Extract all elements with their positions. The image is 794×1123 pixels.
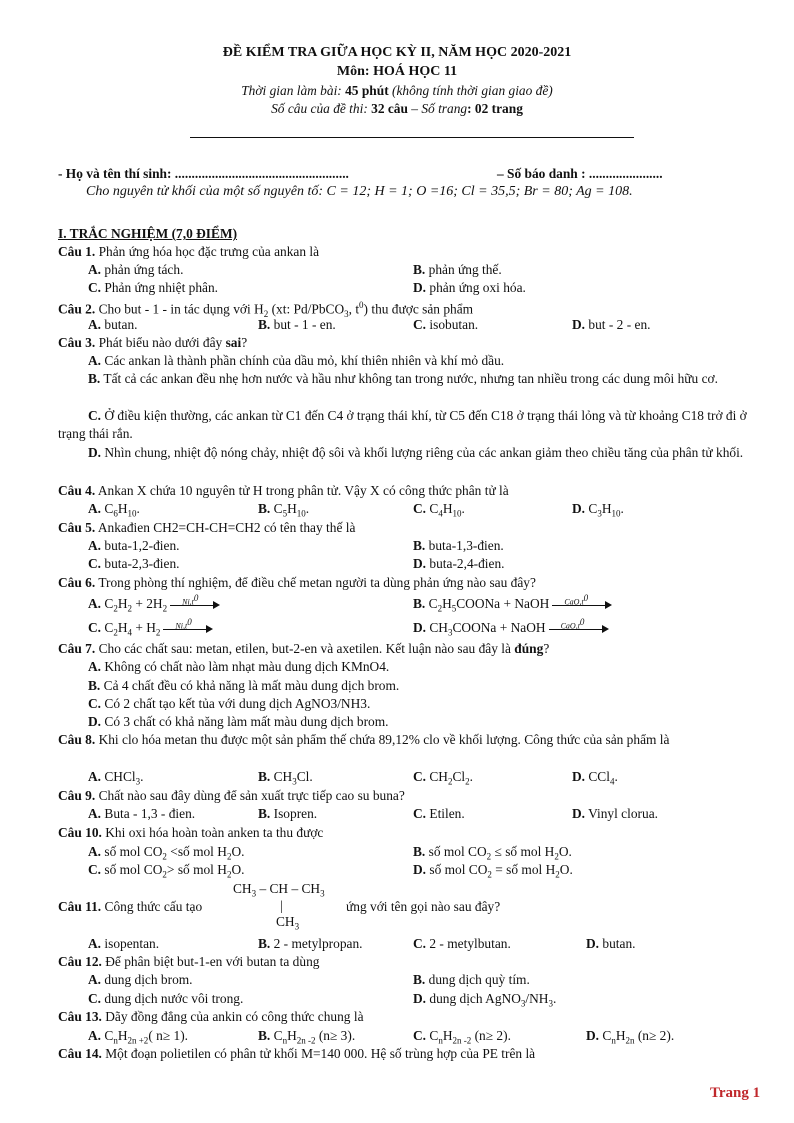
question-1: Câu 1. Phản ứng hóa học đặc trưng của ankan là [58, 244, 320, 259]
q1-option-b[interactable]: B. phản ứng thế. [413, 262, 502, 277]
q10-option-c[interactable]: C. số mol $CO_2>$ số mol $H_2O$. [88, 862, 245, 880]
reaction-arrow-icon: $Ni,t^0$ [170, 600, 220, 610]
q7-option-c[interactable]: C. Có 2 chất tạo kết tủa với dung dịch AgNO3/NH3. [88, 696, 371, 711]
q13-option-a[interactable]: A. $C_nH_{2n +2}$( n≥ 1). [88, 1028, 189, 1046]
q10-option-a[interactable]: A. số mol $CO_2$ <số mol $H_2O$. [88, 844, 245, 862]
q12-option-a[interactable]: A. dung dịch brom. [88, 972, 193, 987]
q4-option-b[interactable]: B. $C_5H_{10}$. [258, 501, 310, 519]
q11-option-d[interactable]: D. butan. [586, 936, 636, 951]
question-6: Câu 6. Trong phòng thí nghiệm, để điều chế metan người ta dùng phản ứng nào sau đây? [58, 575, 536, 590]
q6-option-b[interactable]: B. $C_2H_5COONa$ + NaOH $CaO,t^0$ [413, 596, 612, 617]
q6-option-d[interactable]: D. $CH_3COONa$ + NaOH $CaO,t^0$ [413, 620, 609, 641]
q2-option-b[interactable]: B. but - 1 - en. [258, 317, 336, 332]
q12-option-d[interactable]: D. dung dịch $AgNO_3/NH_3$. [413, 991, 557, 1009]
q7-option-d[interactable]: D. Có 3 chất có khả năng làm mất màu dung dịch brom. [88, 714, 389, 729]
structural-formula-branch: $CH_3$ [276, 914, 300, 932]
q9-option-c[interactable]: C. Etilen. [413, 806, 465, 821]
page-number: Trang 1 [710, 1085, 761, 1101]
q3-option-c[interactable]: C. Ở điều kiện thường, các ankan từ C1 đến C4 ở trạng thái khí, từ C5 đến C18 ở trạng thái lỏng và từ khoảng C18 trở đi ở trạng thái rắn. [58, 408, 747, 441]
q8-option-d[interactable]: D. CCl$_4$. [572, 769, 618, 787]
q3-option-a[interactable]: A. Các ankan là thành phần chính của dầu mỏ, khí thiên nhiên và khí mỏ dầu. [88, 353, 505, 368]
q2-option-a[interactable]: A. butan. [88, 317, 138, 332]
q11-option-a[interactable]: A. isopentan. [88, 936, 160, 951]
question-7: Câu 7. Cho các chất sau: metan, etilen, but-2-en và axetilen. Kết luận nào sau đây là đúng? [58, 641, 550, 656]
q8-option-a[interactable]: A. CHCl$_3$. [88, 769, 144, 787]
q4-option-a[interactable]: A. $C_6H_{10}$. [88, 501, 140, 519]
q12-option-c[interactable]: C. dung dịch nước vôi trong. [88, 991, 244, 1006]
count-line: Số câu của đề thi: 32 câu – Số trang: 02 trang [271, 101, 523, 116]
q11-option-c[interactable]: C. 2 - metylbutan. [413, 936, 511, 951]
q4-option-c[interactable]: C. $C_4H_{10}$. [413, 501, 465, 519]
q13-option-c[interactable]: C. $C_nH_{2n -2}$ (n≥ 2). [413, 1028, 511, 1046]
question-11-end: ứng với tên gọi nào sau đây? [346, 899, 501, 914]
q1-option-c[interactable]: C. Phản ứng nhiệt phân. [88, 280, 219, 295]
question-2: Câu 2. Cho but - 1 - in tác dụng với $H_2$ (xt: Pd/PbCO$_3$, $t^0$) thu được sản phẩm [58, 300, 474, 320]
exam-title: ĐỀ KIỂM TRA GIỮA HỌC KỲ II, NĂM HỌC 2020-2021 [222, 45, 572, 60]
q1-option-d[interactable]: D. phản ứng oxi hóa. [413, 280, 526, 295]
q11-option-b[interactable]: B. 2 - metylpropan. [258, 936, 363, 951]
q9-option-a[interactable]: A. Buta - 1,3 - đien. [88, 806, 196, 821]
student-id-field[interactable]: – Số báo danh : ...................... [497, 166, 663, 181]
q3-option-b[interactable]: B. Tất cả các ankan đều nhẹ hơn nước và hầu như không tan trong nước, nhưng tan nhiều trong các dung môi hữu cơ. [88, 371, 718, 386]
q2-option-d[interactable]: D. but - 2 - en. [572, 317, 651, 332]
q7-option-b[interactable]: B. Cả 4 chất đều có khả năng là mất màu dung dịch brom. [88, 678, 400, 693]
q6-option-c[interactable]: C. $C_2H_4 + H_2$ $Ni,t^0$ [88, 620, 213, 641]
question-14: Câu 14. Một đoạn polietilen có phân tử khối M=140 000. Hệ số trùng hợp của PE trên là [58, 1046, 536, 1061]
q2-option-c[interactable]: C. isobutan. [413, 317, 479, 332]
question-12: Câu 12. Để phân biệt but-1-en với butan ta dùng [58, 954, 320, 969]
q7-option-a[interactable]: A. Không có chất nào làm nhạt màu dung dịch KMnO4. [88, 659, 390, 674]
student-name-field[interactable]: - Họ và tên thí sinh: .................................................... [58, 166, 349, 181]
q4-option-d[interactable]: D. $C_3H_{10}$. [572, 501, 624, 519]
divider [190, 137, 634, 138]
q8-option-c[interactable]: C. $CH_2Cl_2$. [413, 769, 473, 787]
question-3: Câu 3. Phát biểu nào dưới đây sai? [58, 335, 248, 350]
q10-option-b[interactable]: B. số mol $CO_2$ ≤ số mol $H_2O$. [413, 844, 572, 862]
time-line: Thời gian làm bài: 45 phút (không tính thời gian giao đề) [241, 83, 553, 98]
reaction-arrow-icon: $CaO,t^0$ [549, 624, 609, 634]
structural-formula-top: $CH_3$ – CH – $CH_3$ [233, 881, 325, 899]
q5-option-c[interactable]: C. buta-2,3-đien. [88, 556, 180, 571]
q5-option-b[interactable]: B. buta-1,3-đien. [413, 538, 504, 553]
q8-option-b[interactable]: B. $CH_3Cl$. [258, 769, 313, 787]
q13-option-b[interactable]: B. $C_nH_{2n -2}$ (n≥ 3). [258, 1028, 356, 1046]
q12-option-b[interactable]: B. dung dịch quỳ tím. [413, 972, 530, 987]
reaction-arrow-icon: $CaO,t^0$ [552, 600, 612, 610]
subject: Môn: HOÁ HỌC 11 [336, 64, 458, 79]
question-9: Câu 9. Chất nào sau đây dùng để sản xuất trực tiếp cao su buna? [58, 788, 405, 803]
structural-formula-bond: | [280, 898, 283, 913]
atomic-masses: Cho nguyên tử khối của một số nguyên tố: C = 12; H = 1; O =16; Cl = 35,5; Br = 80; Ag = 108. [86, 184, 633, 199]
question-13: Câu 13. Dãy đồng đẳng của ankin có công thức chung là [58, 1009, 364, 1024]
question-11: Câu 11. Công thức cấu tạo [58, 899, 203, 914]
reaction-arrow-icon: $Ni,t^0$ [163, 624, 213, 634]
question-5: Câu 5. Ankađien CH2=CH-CH=CH2 có tên thay thế là [58, 520, 356, 535]
question-8: Câu 8. Khi clo hóa metan thu được một sản phẩm thế chứa 89,12% clo về khối lượng. Công thức của sản phẩm là [58, 732, 670, 747]
q9-option-d[interactable]: D. Vinyl clorua. [572, 806, 658, 821]
q9-option-b[interactable]: B. Isopren. [258, 806, 318, 821]
q1-option-a[interactable]: A. phản ứng tách. [88, 262, 184, 277]
q5-option-d[interactable]: D. buta-2,4-đien. [413, 556, 505, 571]
q10-option-d[interactable]: D. số mol $CO_2$ = số mol $H_2O$. [413, 862, 573, 880]
section-title: I. TRẮC NGHIỆM (7,0 ĐIỂM) [58, 226, 238, 241]
q5-option-a[interactable]: A. buta-1,2-đien. [88, 538, 180, 553]
question-4: Câu 4. Ankan X chứa 10 nguyên tử H trong phân tử. Vậy X có công thức phân tử là [58, 483, 509, 498]
question-10: Câu 10. Khi oxi hóa hoàn toàn anken ta thu được [58, 825, 324, 840]
q13-option-d[interactable]: D. $C_nH_{2n}$ (n≥ 2). [586, 1028, 675, 1046]
q6-option-a[interactable]: A. $C_2H_2 + 2H_2$ $Ni,t^0$ [88, 596, 220, 617]
q3-option-d[interactable]: D. Nhìn chung, nhiệt độ nóng chảy, nhiệt độ sôi và khối lượng riêng của các ankan giảm theo chiều tăng của phân tử khối. [88, 445, 744, 460]
